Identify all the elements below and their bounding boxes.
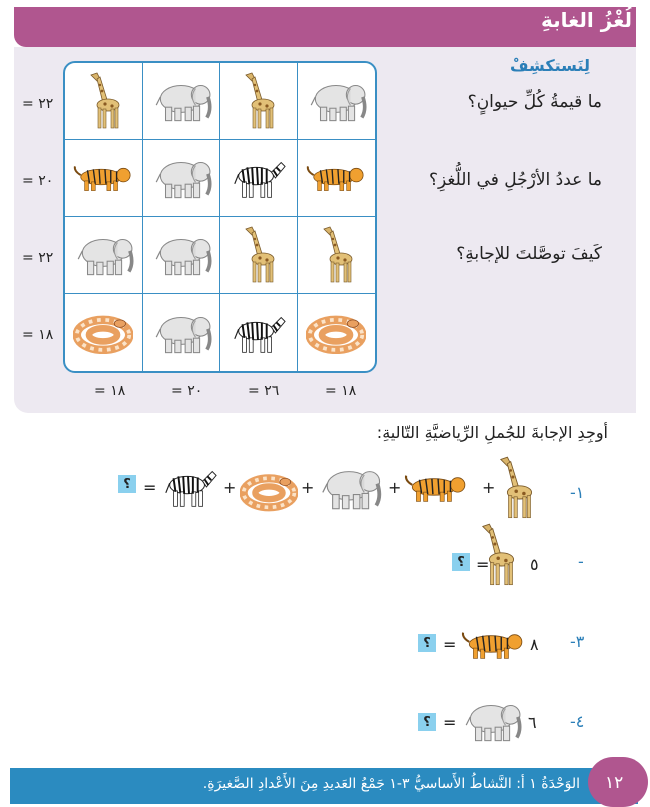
grid-cell — [298, 140, 376, 217]
elephant-icon — [72, 232, 134, 278]
puzzle-grid — [63, 61, 377, 373]
grid-cell — [143, 217, 221, 294]
tiger-icon — [72, 163, 134, 193]
grid-cell — [298, 294, 376, 371]
multiplier: ٥ — [530, 555, 539, 574]
exercise-instruction: أوجِدِ الإجابةَ للجُملِ الرِّياضيَّةِ التّاليةِ: — [376, 423, 608, 442]
giraffe-icon — [492, 455, 536, 521]
plus-sign: + — [223, 478, 237, 497]
question-text: ما قيمةُ كُلِّ حيوانٍ؟ — [467, 92, 602, 112]
exercise-number: ١- — [570, 483, 585, 502]
giraffe-icon — [83, 70, 123, 132]
zebra-icon — [229, 311, 287, 355]
elephant-icon — [316, 464, 382, 512]
row-sum: ٢٠ = — [22, 173, 54, 189]
lesson-title: لُغْزُ الغابةِ — [540, 8, 632, 32]
column-sum: ٢٠ = — [171, 383, 203, 399]
explore-heading: لِنَستكشِفْ — [510, 56, 590, 75]
elephant-icon — [150, 310, 212, 356]
grid-cell — [220, 140, 298, 217]
grid-cell — [298, 217, 376, 294]
equals-sign: = — [143, 478, 157, 497]
plus-sign: + — [482, 478, 496, 497]
elephant-icon — [150, 155, 212, 201]
plus-sign: + — [301, 478, 315, 497]
question-text: كَيفَ توصَّلتَ للإجابةِ؟ — [456, 244, 602, 264]
giraffe-icon — [238, 70, 278, 132]
tiger-icon — [403, 472, 469, 504]
exercise-number: ٣- — [570, 632, 585, 651]
snake-icon — [240, 470, 298, 512]
exercise-number: - — [578, 552, 584, 571]
column-sum: ٢٦ = — [248, 383, 280, 399]
answer-box[interactable]: ؟ — [118, 475, 136, 493]
equals-sign: = — [443, 635, 457, 654]
snake-icon — [306, 312, 366, 354]
tiger-icon — [305, 163, 367, 193]
row-sum: ٢٢ = — [22, 250, 54, 266]
exercise-number: ٤- — [570, 712, 585, 731]
plus-sign: + — [388, 478, 402, 497]
row-sum: ١٨ = — [22, 327, 54, 343]
column-sum: ١٨ = — [94, 383, 126, 399]
grid-cell — [65, 294, 143, 371]
equals-sign: = — [443, 713, 457, 732]
snake-icon — [73, 312, 133, 354]
column-sum: ١٨ = — [325, 383, 357, 399]
zebra-icon — [229, 156, 287, 200]
grid-cell — [143, 294, 221, 371]
answer-box[interactable]: ؟ — [418, 634, 436, 652]
tiger-icon — [460, 628, 526, 662]
elephant-icon — [150, 78, 212, 124]
footer-text: الوَحْدَةُ ١ أ: النَّشاطُ الأَساسيُّ ٣-١ جَمْعُ العَديدِ مِنَ الأَعْدادِ الصَّغيرَةِ. — [202, 776, 580, 792]
grid-cell — [220, 294, 298, 371]
page-number: ١٢ — [605, 773, 624, 793]
giraffe-icon — [316, 224, 356, 286]
elephant-icon — [460, 698, 522, 744]
grid-cell — [143, 140, 221, 217]
equals-sign: = — [476, 555, 490, 574]
grid-cell — [65, 140, 143, 217]
answer-box[interactable]: ؟ — [452, 553, 470, 571]
question-text: ما عددُ الأرْجُلِ في اللُّغزِ؟ — [429, 170, 602, 190]
grid-cell — [65, 217, 143, 294]
multiplier: ٨ — [530, 635, 539, 654]
row-sum: ٢٢ = — [22, 96, 54, 112]
grid-cell — [143, 63, 221, 140]
zebra-icon — [160, 464, 218, 510]
grid-cell — [65, 63, 143, 140]
grid-cell — [298, 63, 376, 140]
giraffe-icon — [238, 224, 278, 286]
grid-cell — [220, 63, 298, 140]
elephant-icon — [150, 232, 212, 278]
multiplier: ٦ — [528, 713, 537, 732]
grid-cell — [220, 217, 298, 294]
answer-box[interactable]: ؟ — [418, 713, 436, 731]
elephant-icon — [305, 78, 367, 124]
